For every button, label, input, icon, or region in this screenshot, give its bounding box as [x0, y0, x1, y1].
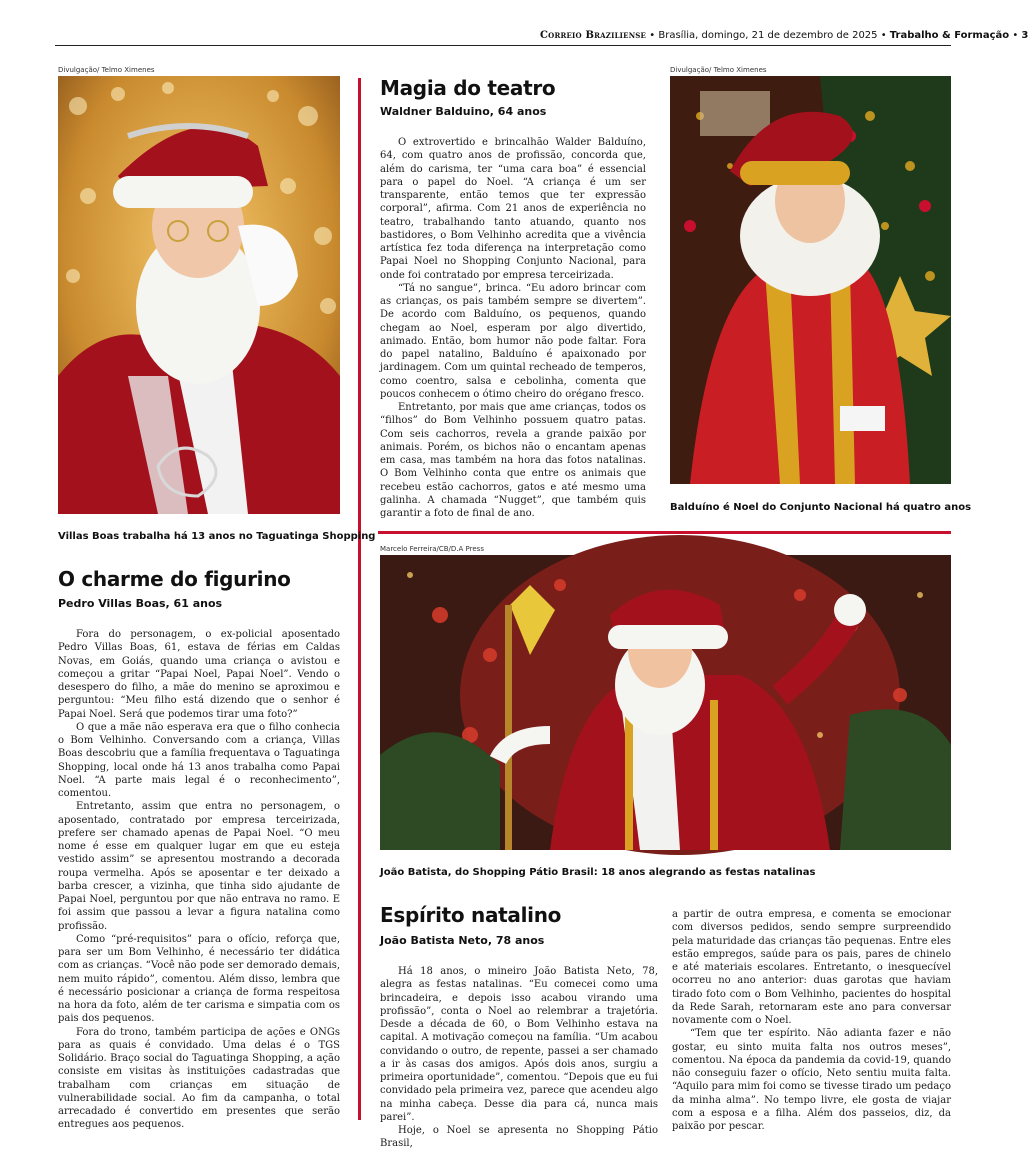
paragraph: “Tem que ter espírito. Não adianta fazer e não gostar, eu sinto muita falta nos outros meses”, comentou. Na época da pandemia da covid-19, quando não conseguiu fazer o ofício, Neto sentiu muita falta. “Aquilo para mim foi como se tivesse tirado um pedaço da minha alma”. No tempo livre, ele gosta de viajar com a esposa e a filha. Além dos passeios, diz, da paixão por pescar.: [672, 1028, 951, 1132]
dateline: Brasília, domingo, 21 de dezembro de 2025: [658, 30, 878, 41]
page-number: 3: [1021, 30, 1028, 41]
column-divider-red: [358, 78, 361, 1120]
article-body: [58, 628, 340, 1132]
section-name: Trabalho & Formação: [889, 30, 1010, 41]
paragraph: Fora do trono, também participa de ações e ONGs para as quais é convidado. Uma delas é o TGS Solidário. Braço social do Taguatinga Shopping, a ação consiste em visitas às instituições cadastradas que trabalham com crianças em situação de vulnerabilidade social. Ao fim da campanha, o total arrecadado é convertido em presentes que serão entregues aos pequenos.: [58, 1026, 340, 1131]
page-header: [540, 30, 1028, 41]
section-divider-red: [378, 531, 951, 534]
photo-credit: Divulgação/ Telmo Ximenes: [670, 66, 767, 74]
paragraph: Entretanto, por mais que ame crianças, todos os “filhos” do Bom Velhinho possuem quatro patas. Com seis cachorros, revela a grande paixão por animais. Porém, os bichos não o encantam apenas em casa, mas também na hora das fotos natalinas. O Bom Velhinho conta que entre os animais que recebeu estão cachorros, gatos e até mesmo uma galinha. A chamada “Nugget”, que também quis garantir a foto de final de ano.: [380, 402, 646, 519]
paragraph: O extrovertido e brincalhão Walder Balduíno, 64, com quatro anos de profissão, concorda que, além do carisma, ter “uma cara boa” é essencial para o papel do Noel. “A criança é um ser transparente, então temos que ter expressão corporal”, afirma. Com 21 anos de experiência no teatro, trabalhando tanto atuando, quanto nos bastidores, o Bom Velhinho acredita que a vivência artística fez toda diferença na interpretação como Papai Noel no Shopping Conjunto Nacional, para onde foi contratado por empresa terceirizada.: [380, 137, 646, 281]
article-body: [380, 136, 646, 520]
paragraph: Fora do personagem, o ex-policial aposentado Pedro Villas Boas, 61, estava de férias em Caldas Novas, em Goiás, quando uma criança o avistou e começou a gritar “Papai Noel, Papai Noel”. Vendo o desespero do filho, a mãe do menino se aproximou e perguntou: “Meu filho está dizendo que o senhor é Papai Noel. Será que podemos tirar uma foto?”: [58, 629, 340, 720]
paragraph: Hoje, o Noel se apresenta no Shopping Pátio Brasil,: [380, 1125, 658, 1150]
paragraph: Há 18 anos, o mineiro João Batista Neto, 78, alegra as festas natalinas. “Eu comecei como uma brincadeira, e depois isso acabou virando uma profissão”, conta o Noel ao relembrar a trajetória. Desde a década de 60, o Bom Velhinho estava na capital. A motivação começou na família. “Um acabou convidando o outro, de repente, passei a ser chamado a ir às casas dos amigos. Após dois anos, surgiu a primeira oportunidade”, comentou. “Depois que eu fui convidado pela primeira vez, parece que acendeu algo na minha cabeça. Desse dia para cá, nunca mais parei”.: [380, 966, 658, 1123]
paragraph: a partir de outra empresa, e comenta se emocionar com diversos pedidos, sendo sempre surpreendido pela maturidade das crianças tão pequenas. Entre eles estão empregos, saúde para os pais, pares de chinelo e até materiais escolares. Entretanto, o inesquecível ocorreu no ano anterior: duas garotas que haviam tirado foto com o Bom Velhinho, pacientes do hospital da Rede Sarah, retornaram este ano para conversar novamente com o Noel.: [672, 909, 951, 1026]
photo-caption: João Batista, do Shopping Pátio Brasil: 18 anos alegrando as festas natalinas: [380, 867, 816, 878]
bullet: •: [649, 30, 659, 41]
article-headline: Magia do teatro: [380, 76, 556, 100]
article-body-right: [672, 908, 951, 1133]
article-byline: Pedro Villas Boas, 61 anos: [58, 597, 223, 610]
article-body-left: [380, 965, 658, 1151]
article-headline: O charme do figurino: [58, 567, 291, 591]
photo-credit: Divulgação/ Telmo Ximenes: [58, 66, 155, 74]
photo-villas-boas: [58, 76, 340, 514]
article-byline: Waldner Balduino, 64 anos: [380, 105, 547, 118]
photo-caption: Villas Boas trabalha há 13 anos no Taguatinga Shopping: [58, 531, 376, 542]
paragraph: “Tá no sangue”, brinca. “Eu adoro brincar com as crianças, os pais também sempre se divertem”. De acordo com Balduíno, os pequenos, quando chegam ao Noel, esperam por algo divertido, animado. Então, bom humor não pode faltar. Fora do papel natalino, Balduíno é apaixonado por jardinagem. Com um quintal recheado de temperos, como coentro, salsa e cebolinha, comenta que poucos conhecem o ótimo cheiro do orégano fresco.: [380, 282, 646, 400]
photo-balduino: [670, 76, 951, 484]
photo-credit: Marcelo Ferreira/CB/D.A Press: [380, 545, 484, 553]
header-rule: [55, 45, 951, 46]
photo-caption: Balduíno é Noel do Conjunto Nacional há quatro anos: [670, 502, 972, 513]
bullet: •: [1012, 30, 1022, 41]
paragraph: Como “pré-requisitos” para o ofício, reforça que, para ser um Bom Velhinho, é necessário ter didática com as crianças. “Você não pode ser demorado demais, nem muito rápido”, comentou. Além disso, lembra que é necessário posicionar a criança de forma respeitosa na hora da foto, além de ter carisma e simpatia com os pais dos pequenos.: [58, 933, 340, 1025]
article-byline: João Batista Neto, 78 anos: [380, 934, 545, 947]
paragraph: Entretanto, assim que entra no personagem, o aposentado, contratado por empresa terceirizada, prefere ser chamado apenas de Papai Noel. “O meu nome é esse em qualquer lugar em que eu esteja vestido assim” se apresentou mostrando a decorada roupa vermelha. Após se aposentar e ter deixado a barba crescer, a vizinha, que tinha sido ajudante de Papai Noel, perguntou por que não entrava no ramo. E foi assim que passou a levar a figura natalina como profissão.: [58, 801, 340, 932]
newspaper-name: Correio Braziliense: [540, 30, 647, 41]
bullet: •: [880, 30, 890, 41]
article-headline: Espírito natalino: [380, 903, 562, 927]
paragraph: O que a mãe não esperava era que o filho conhecia o Bom Velhinho. Conversando com a criança, Villas Boas descobriu que a família frequentava o Taguatinga Shopping, local onde há 13 anos trabalha como Papai Noel. “A parte mais legal é o reconhecimento”, comentou.: [58, 721, 340, 799]
photo-joao-batista: [380, 555, 951, 850]
